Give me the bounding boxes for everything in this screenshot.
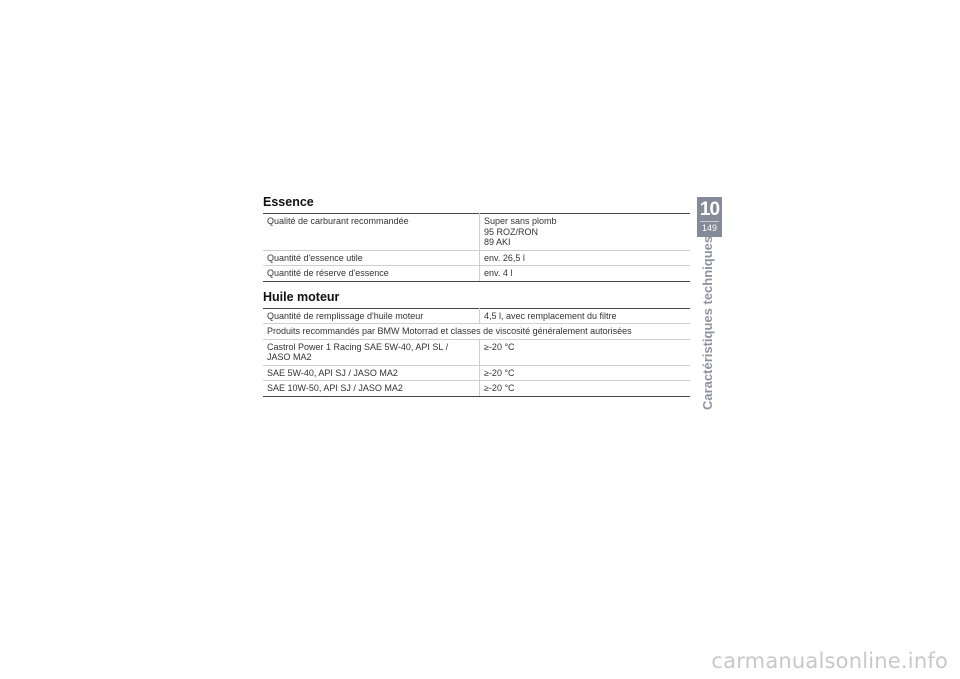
chapter-number: 10 [699,199,720,220]
table-row [263,250,690,266]
huile-table [263,308,690,397]
row-label: Qualité de carburant recommandée [263,214,480,251]
row-value [480,214,691,251]
essence-table [263,213,690,282]
value-line: 89 AKI [484,237,511,247]
table-row [263,324,690,340]
row-value: ≥-20 °C [480,339,691,365]
row-value: env. 4 l [480,266,691,282]
table-row [263,308,690,324]
chapter-side-title: Caractéristiques techniques [700,235,715,410]
row-value: 4,5 l, avec remplacement du filtre [480,308,691,324]
row-label: SAE 5W-40, API SJ / JASO MA2 [263,365,480,381]
label-line: JASO MA2 [267,352,312,362]
table-row [263,266,690,282]
table-row [263,365,690,381]
value-line: Super sans plomb [484,216,557,226]
row-value: ≥-20 °C [480,381,691,397]
row-label: Quantité d'essence utile [263,250,480,266]
table-row [263,339,690,365]
row-label [263,339,480,365]
chapter-divider [700,221,719,222]
table-row [263,381,690,397]
watermark: carmanualsonline.info [711,649,948,673]
table-row [263,214,690,251]
chapter-tab [697,197,722,237]
page-number: 149 [701,223,718,233]
row-label: SAE 10W-50, API SJ / JASO MA2 [263,381,480,397]
row-note: Produits recommandés par BMW Motorrad et classes de viscosité généralement autorisées [263,324,690,340]
section-title-huile-moteur: Huile moteur [263,289,340,304]
section-title-essence: Essence [263,195,314,209]
row-value: env. 26,5 l [480,250,691,266]
row-label: Quantité de remplissage d'huile moteur [263,308,480,324]
row-value: ≥-20 °C [480,365,691,381]
row-label: Quantité de réserve d'essence [263,266,480,282]
page-content [263,195,690,397]
label-line: Castrol Power 1 Racing SAE 5W-40, API SL / [267,341,449,352]
value-line: 95 ROZ/RON [484,226,539,237]
